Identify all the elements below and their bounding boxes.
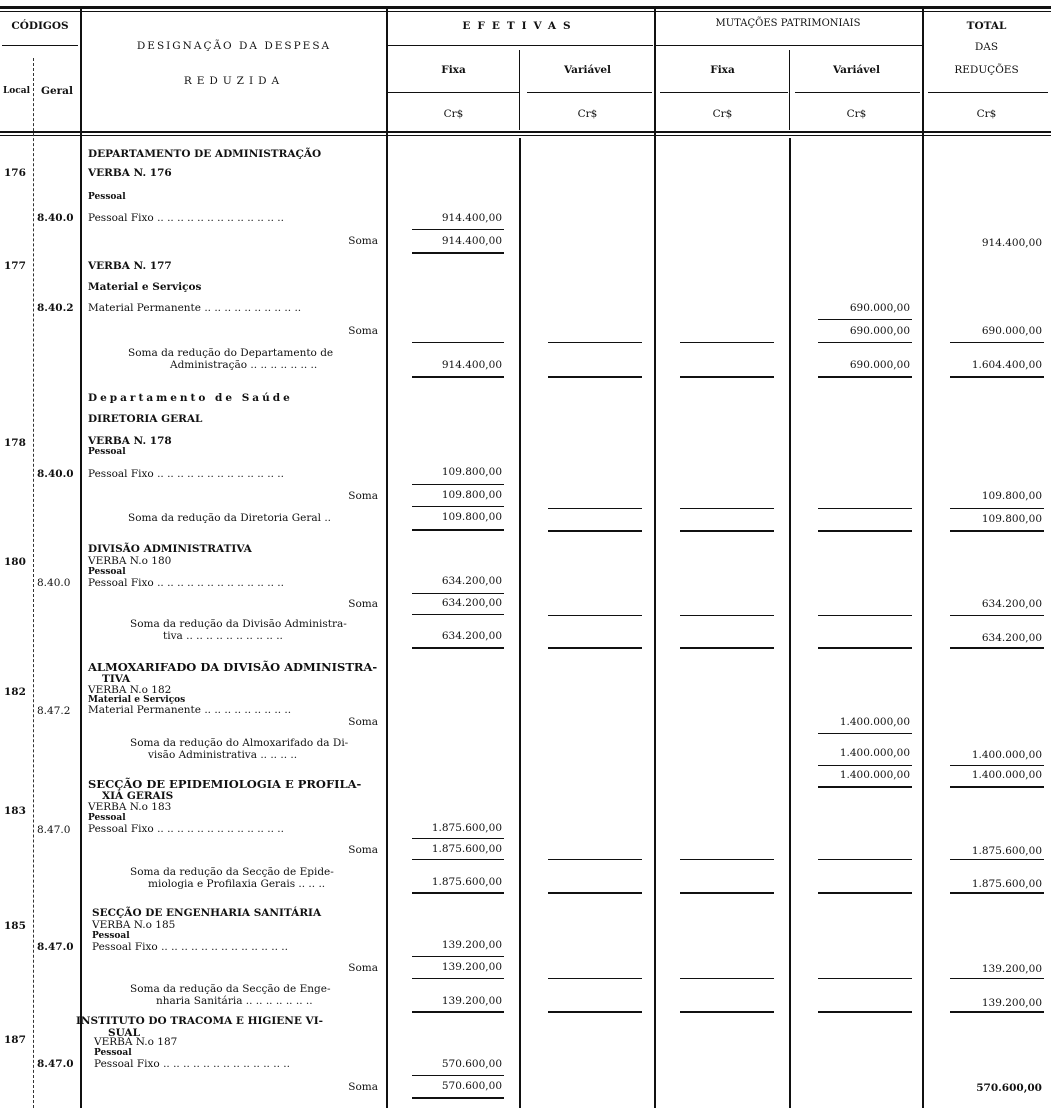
soma-label: Soma: [348, 325, 378, 337]
sum-rule: [412, 484, 504, 485]
soma-label: Soma: [348, 962, 378, 974]
value-red-total: 1.604.400,00: [971, 359, 1042, 371]
col-mut-split-hdr: [789, 50, 790, 130]
section-title: ALMOXARIFADO DA DIVISÃO ADMINISTRA-: [88, 660, 378, 674]
rule: [950, 647, 1044, 649]
rule: [680, 647, 774, 649]
header-codigos: CÓDIGOS: [11, 20, 69, 32]
code-geral: 8.47.2: [37, 705, 71, 717]
rule: [412, 647, 504, 649]
value-red-total: 634.200,00: [981, 632, 1042, 644]
item-label: Pessoal Fixo .. .. .. .. .. .. .. .. .. .. .. .. ..: [88, 823, 284, 835]
rule: [818, 765, 912, 766]
sum-rule: [412, 956, 504, 957]
code-local: 176: [4, 167, 26, 179]
rule: [818, 786, 912, 788]
rule: [818, 859, 912, 860]
rule: [950, 615, 1044, 616]
rule: [950, 1011, 1044, 1013]
value-efet-fixa: 1.875.600,00: [431, 822, 502, 834]
rule: [950, 892, 1044, 894]
value-total: 914.400,00: [981, 237, 1042, 249]
value-soma-fixa: 634.200,00: [441, 597, 502, 609]
code-local: 178: [4, 437, 26, 449]
sum-rule-double: [412, 1097, 504, 1099]
verba-label: VERBA N.o 183: [88, 801, 172, 813]
mutacoes-underline: [655, 45, 923, 46]
section-title: DIRETORIA GERAL: [88, 413, 203, 425]
col-codigos: [80, 8, 82, 1108]
category-label: Pessoal: [92, 931, 130, 941]
sum-rule: [412, 1075, 504, 1076]
header-efet-variavel: Variável: [563, 64, 612, 76]
col-mut-split: [789, 138, 791, 1108]
verba-label: VERBA N. 176: [88, 167, 172, 179]
rule: [680, 978, 774, 979]
currency-4: Cr$: [846, 108, 867, 120]
section-title: INSTITUTO DO TRACOMA E HIGIENE VI-: [76, 1015, 323, 1027]
header-efetivas: EFETIVAS: [462, 20, 578, 32]
code-geral: 8.47.0: [37, 824, 71, 836]
category-label: Pessoal: [88, 192, 126, 202]
rule: [680, 892, 774, 894]
section-title-2: XIA GERAIS: [102, 790, 174, 802]
reduction-label: Soma da redução da Secção de Epide-: [130, 866, 334, 878]
code-geral: 8.40.0: [37, 212, 74, 224]
soma-label: Soma: [348, 1081, 378, 1093]
col-efet-split: [519, 138, 521, 1108]
item-label: Material Permanente .. .. .. .. .. .. .. .. ..: [88, 704, 292, 716]
rule: [950, 859, 1044, 860]
reduction-label-2: visão Administrativa .. .. .. ..: [148, 749, 298, 761]
code-geral: 8.40.2: [37, 302, 74, 314]
rule: [818, 647, 912, 649]
rule: [548, 892, 642, 894]
reduction-label: Soma da redução do Almoxarifado da Di-: [130, 737, 349, 749]
value-red-fixa: 914.400,00: [441, 359, 502, 371]
value-total: 139.200,00: [981, 963, 1042, 975]
value-red-total: 1.875.600,00: [971, 878, 1042, 890]
rule: [680, 859, 774, 860]
code-local: 182: [4, 686, 26, 698]
reduction-label: Soma da redução da Diretoria Geral ..: [128, 512, 332, 524]
rule: [680, 342, 774, 343]
value-mut-variavel: 690.000,00: [849, 302, 910, 314]
reduction-label-2: miologia e Profilaxia Gerais .. .. ..: [148, 878, 326, 890]
col-designacao: [386, 8, 388, 1108]
rule: [680, 508, 774, 509]
rule: [548, 859, 642, 860]
category-label: Pessoal: [94, 1048, 132, 1058]
rule: [950, 530, 1044, 532]
verba-label: VERBA N. 177: [88, 260, 172, 272]
value-soma-fixa: 570.600,00: [441, 1080, 502, 1092]
rule: [412, 506, 504, 507]
reduction-label-2: nharia Sanitária .. .. .. .. .. .. ..: [156, 995, 313, 1007]
rule: [950, 978, 1044, 979]
header-reduzida: REDUZIDA: [183, 75, 285, 87]
code-geral: 8.47.0: [37, 941, 74, 953]
value-total: 634.200,00: [981, 598, 1042, 610]
rule: [412, 1011, 504, 1013]
rule: [680, 530, 774, 532]
header-mut-fixa: Fixa: [710, 64, 735, 76]
reduction-label-2: tiva .. .. .. .. .. .. .. .. .. ..: [163, 630, 283, 642]
col-efetivas: [654, 8, 656, 1108]
value-red-mut-variavel: 690.000,00: [849, 359, 910, 371]
category-label: Pessoal: [88, 813, 126, 823]
verba-label: VERBA N.o 185: [92, 919, 176, 931]
value-total: 109.800,00: [981, 490, 1042, 502]
currency-3: Cr$: [712, 108, 733, 120]
currency-1: Cr$: [443, 108, 464, 120]
rule: [950, 376, 1044, 378]
value-soma-fixa: 1.875.600,00: [431, 843, 502, 855]
section-title-2: SUAL: [108, 1027, 140, 1039]
rule: [412, 892, 504, 894]
value-total: 690.000,00: [981, 325, 1042, 337]
code-local: 185: [4, 920, 26, 932]
value-efet-fixa: 139.200,00: [441, 939, 502, 951]
value-red-total-2: 1.400.000,00: [971, 769, 1042, 781]
code-local: 183: [4, 805, 26, 817]
verba-label: VERBA N.o 180: [88, 555, 172, 567]
category-label: Material e Serviços: [88, 695, 186, 705]
reduction-label: Soma da redução do Departamento de: [128, 347, 334, 359]
code-local: 177: [4, 260, 26, 272]
efetivas-underline: [388, 45, 653, 46]
rule: [412, 614, 504, 615]
rule: [680, 1011, 774, 1013]
rule: [818, 530, 912, 532]
rule: [548, 647, 642, 649]
sum-rule: [412, 593, 504, 594]
value-soma-fixa: 139.200,00: [441, 961, 502, 973]
rule: [818, 978, 912, 979]
sum-rule: [412, 229, 504, 230]
rule: [412, 529, 504, 531]
rule: [412, 978, 504, 979]
value-efet-fixa: 570.600,00: [441, 1058, 502, 1070]
rule: [548, 342, 642, 343]
value-efet-fixa: 634.200,00: [441, 575, 502, 587]
rule: [680, 615, 774, 616]
value-red-mut-variavel-2: 1.400.000,00: [839, 769, 910, 781]
code-geral: 8.40.0: [37, 468, 74, 480]
soma-label: Soma: [348, 716, 378, 728]
value-mut-variavel: 1.400.000,00: [839, 716, 910, 728]
item-label: Material Permanente .. .. .. .. .. .. .. .. .. ..: [88, 302, 302, 314]
value-soma-fixa: 109.800,00: [441, 489, 502, 501]
value-red-fixa: 1.875.600,00: [431, 876, 502, 888]
value-total: 1.875.600,00: [971, 845, 1042, 857]
rule: [818, 342, 912, 343]
item-label: Pessoal Fixo .. .. .. .. .. .. .. .. .. .. .. .. ..: [88, 468, 284, 480]
rule: [950, 508, 1044, 509]
value-efet-fixa: 109.800,00: [441, 466, 502, 478]
rule: [548, 530, 642, 532]
value-total: 570.600,00: [976, 1082, 1042, 1094]
value-red-fixa: 139.200,00: [441, 995, 502, 1007]
code-geral: 8.40.0: [37, 577, 71, 589]
header-total-3: REDUÇÕES: [954, 64, 1019, 76]
rule: [412, 859, 504, 860]
top-rule-thin: [0, 11, 1051, 12]
sum-rule: [818, 319, 912, 320]
sum-rule-double: [412, 252, 504, 254]
rule: [950, 342, 1044, 343]
header-efet-fixa: Fixa: [441, 64, 466, 76]
rule: [548, 1011, 642, 1013]
value-red-fixa: 634.200,00: [441, 630, 502, 642]
header-bottom-rule-thin: [0, 135, 1051, 136]
value-red-mut-variavel: 1.400.000,00: [839, 747, 910, 759]
mut-fixa-underline: [660, 92, 788, 93]
header-designacao: DESIGNAÇÃO DA DESPESA: [136, 40, 332, 52]
header-total-2: DAS: [974, 41, 999, 53]
col-mutacoes: [922, 8, 924, 1108]
item-label: Pessoal Fixo .. .. .. .. .. .. .. .. .. .. .. .. ..: [92, 941, 288, 953]
reduction-label-2: Administração .. .. .. .. .. .. ..: [170, 359, 318, 371]
reduction-label: Soma da redução da Secção de Enge-: [130, 983, 331, 995]
rule: [818, 376, 912, 378]
top-rule: [0, 6, 1051, 9]
rule: [818, 615, 912, 616]
category-label: Pessoal: [88, 447, 126, 457]
mut-var-underline: [795, 92, 920, 93]
rule: [950, 765, 1044, 766]
value-red-total: 139.200,00: [981, 997, 1042, 1009]
item-label: Pessoal Fixo .. .. .. .. .. .. .. .. .. .. .. .. ..: [88, 577, 284, 589]
header-total-1: TOTAL: [966, 20, 1007, 32]
verba-label: VERBA N.o 182: [88, 684, 172, 696]
rule: [412, 376, 504, 378]
value-efet-fixa: 914.400,00: [441, 212, 502, 224]
header-local: Local: [2, 86, 31, 96]
rule: [818, 508, 912, 509]
department-title: Departamento de Saúde: [88, 392, 293, 404]
section-title: SECÇÃO DE ENGENHARIA SANITÁRIA: [92, 907, 322, 919]
header-mut-variavel: Variável: [832, 64, 881, 76]
section-title-2: TIVA: [102, 673, 131, 685]
variavel-underline: [527, 92, 652, 93]
value-soma-mut-variavel: 690.000,00: [849, 325, 910, 337]
verba-label: VERBA N. 178: [88, 435, 172, 447]
header-mutacoes: MUTAÇÕES PATRIMONIAIS: [715, 18, 861, 29]
code-geral: 8.47.0: [37, 1058, 74, 1070]
section-title: SECÇÃO DE EPIDEMIOLOGIA E PROFILA-: [88, 777, 362, 791]
soma-label: Soma: [348, 490, 378, 502]
rule: [818, 892, 912, 894]
col-efet-split-hdr: [519, 50, 520, 130]
reduction-label: Soma da redução da Divisão Administra-: [130, 618, 347, 630]
code-local: 180: [4, 556, 26, 568]
item-label: Pessoal Fixo .. .. .. .. .. .. .. .. .. .. .. .. ..: [88, 212, 284, 224]
code-local: 187: [4, 1034, 26, 1046]
section-title: DEPARTAMENTO DE ADMINISTRAÇÃO: [88, 148, 322, 160]
category-label: Material e Serviços: [88, 281, 202, 293]
currency-5: Cr$: [976, 108, 997, 120]
value-red-total: 1.400.000,00: [971, 749, 1042, 761]
rule: [548, 376, 642, 378]
header-geral: Geral: [41, 85, 73, 97]
soma-label: Soma: [348, 844, 378, 856]
item-label: Pessoal Fixo .. .. .. .. .. .. .. .. .. .. .. .. ..: [94, 1058, 290, 1070]
verba-label: VERBA N.o 187: [94, 1036, 178, 1048]
col-local-geral: [33, 58, 34, 1108]
fixa-underline: [388, 92, 520, 93]
sum-rule: [412, 838, 504, 839]
value-red-total: 109.800,00: [981, 513, 1042, 525]
rule: [680, 376, 774, 378]
rule: [548, 508, 642, 509]
category-label: Pessoal: [88, 567, 126, 577]
section-title: DIVISÃO ADMINISTRATIVA: [88, 543, 252, 555]
codigos-underline: [2, 45, 78, 46]
header-bottom-rule: [0, 131, 1051, 133]
rule: [548, 978, 642, 979]
value-soma-fixa: 914.400,00: [441, 235, 502, 247]
rule: [548, 615, 642, 616]
rule: [412, 342, 504, 343]
total-underline: [928, 92, 1048, 93]
rule: [950, 786, 1044, 788]
soma-label: Soma: [348, 598, 378, 610]
currency-2: Cr$: [577, 108, 598, 120]
sum-rule: [818, 733, 912, 734]
value-red-fixa: 109.800,00: [441, 511, 502, 523]
soma-label: Soma: [348, 235, 378, 247]
rule: [818, 1011, 912, 1013]
